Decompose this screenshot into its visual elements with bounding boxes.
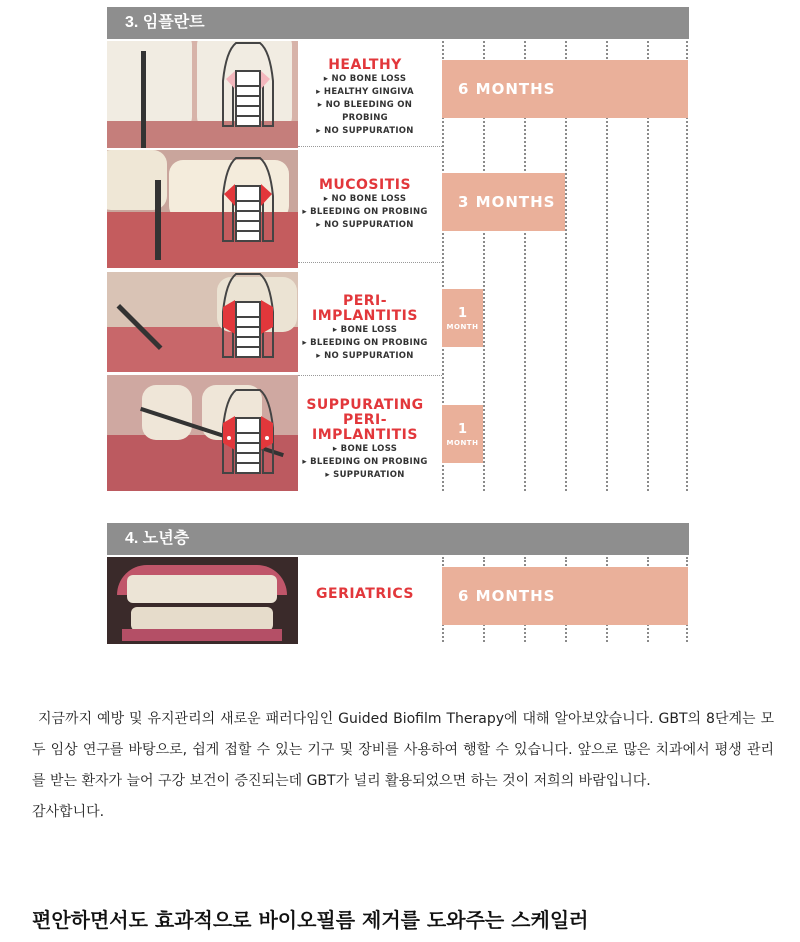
condition-suppurating — [298, 398, 432, 482]
bar-label: 6 MONTHS — [458, 587, 556, 605]
bar-unit: MONTH — [446, 322, 479, 331]
condition-title: HEALTHY — [328, 57, 402, 73]
condition-item: ▸ NO BLEEDING ON PROBING — [317, 100, 413, 123]
interval-chart-geriatric — [442, 557, 688, 642]
body-text — [32, 704, 774, 828]
interval-bar-healthy — [442, 60, 688, 118]
implant-peri-implantitis-icon — [218, 272, 278, 362]
condition-title: PERI-IMPLANTITIS — [312, 412, 418, 443]
condition-item: ▸ BLEEDING ON PROBING — [302, 207, 428, 217]
condition-healthy — [298, 58, 432, 138]
section-header-geriatric: 4. 노년층 — [107, 523, 689, 555]
row-divider — [298, 375, 442, 376]
bar-number: 1 — [457, 305, 468, 321]
condition-peri-implantitis — [298, 294, 432, 363]
condition-item: ▸ NO BONE LOSS — [323, 74, 407, 84]
condition-item: ▸ SUPPURATION — [325, 470, 405, 480]
interval-bar-geriatrics — [442, 567, 688, 625]
bar-label: 6 MONTHS — [458, 80, 556, 98]
condition-item: ▸ BONE LOSS — [332, 325, 398, 335]
condition-item: ▸ BONE LOSS — [332, 444, 398, 454]
row-divider — [298, 146, 442, 147]
bar-number: 1 — [457, 421, 468, 437]
clinical-photo-geriatrics — [107, 557, 298, 644]
condition-title: MUCOSITIS — [318, 177, 412, 193]
interval-bar-peri-implantitis — [442, 289, 483, 347]
implant-suppurating-icon — [218, 388, 278, 478]
body-thanks: 감사합니다. — [32, 804, 105, 820]
section-heading: 편안하면서도 효과적으로 바이오필름 제거를 도와주는 스케일러 — [32, 908, 589, 932]
condition-item: ▸ NO BONE LOSS — [323, 194, 407, 204]
condition-item: ▸ BLEEDING ON PROBING — [302, 338, 428, 348]
section-header-implant: 3. 임플란트 — [107, 7, 689, 39]
condition-item: ▸ NO SUPPURATION — [316, 351, 414, 361]
condition-title: PERI-IMPLANTITIS — [312, 293, 418, 324]
body-paragraph: 지금까지 예방 및 유지관리의 새로운 패러다임인 Guided Biofilm Therapy에 대해 알아보았습니다. GBT의 8단계는 모두 임상 연구를 바탕으로, 쉽게 접할 수 있는 기구 및 장비를 사용하여 행할 수 있습니다. 앞으로 많은 치과에서 평생 관리를 받는 환자가 늘어 구강 보건이 증진되는데 GBT가 널리 활용되었으면 하는 것이 저희의 바람입니다. — [32, 711, 774, 789]
condition-title: SUPPURATING — [306, 397, 424, 413]
condition-item: ▸ BLEEDING ON PROBING — [302, 457, 428, 467]
implant-healthy-icon — [218, 41, 278, 131]
interval-bar-mucositis — [442, 173, 565, 231]
implant-mucositis-icon — [218, 156, 278, 246]
bar-label: 3 MONTHS — [458, 193, 556, 211]
condition-title: GERIATRICS — [316, 586, 414, 602]
condition-item: ▸ NO SUPPURATION — [316, 220, 414, 230]
bar-unit: MONTH — [446, 438, 479, 447]
row-divider — [298, 262, 442, 263]
condition-item: ▸ NO SUPPURATION — [316, 126, 414, 136]
condition-mucositis — [298, 178, 432, 232]
condition-geriatrics — [298, 587, 432, 602]
condition-item: ▸ HEALTHY GINGIVA — [316, 87, 414, 97]
interval-chart-implant — [442, 41, 688, 491]
interval-bar-suppurating — [442, 405, 483, 463]
